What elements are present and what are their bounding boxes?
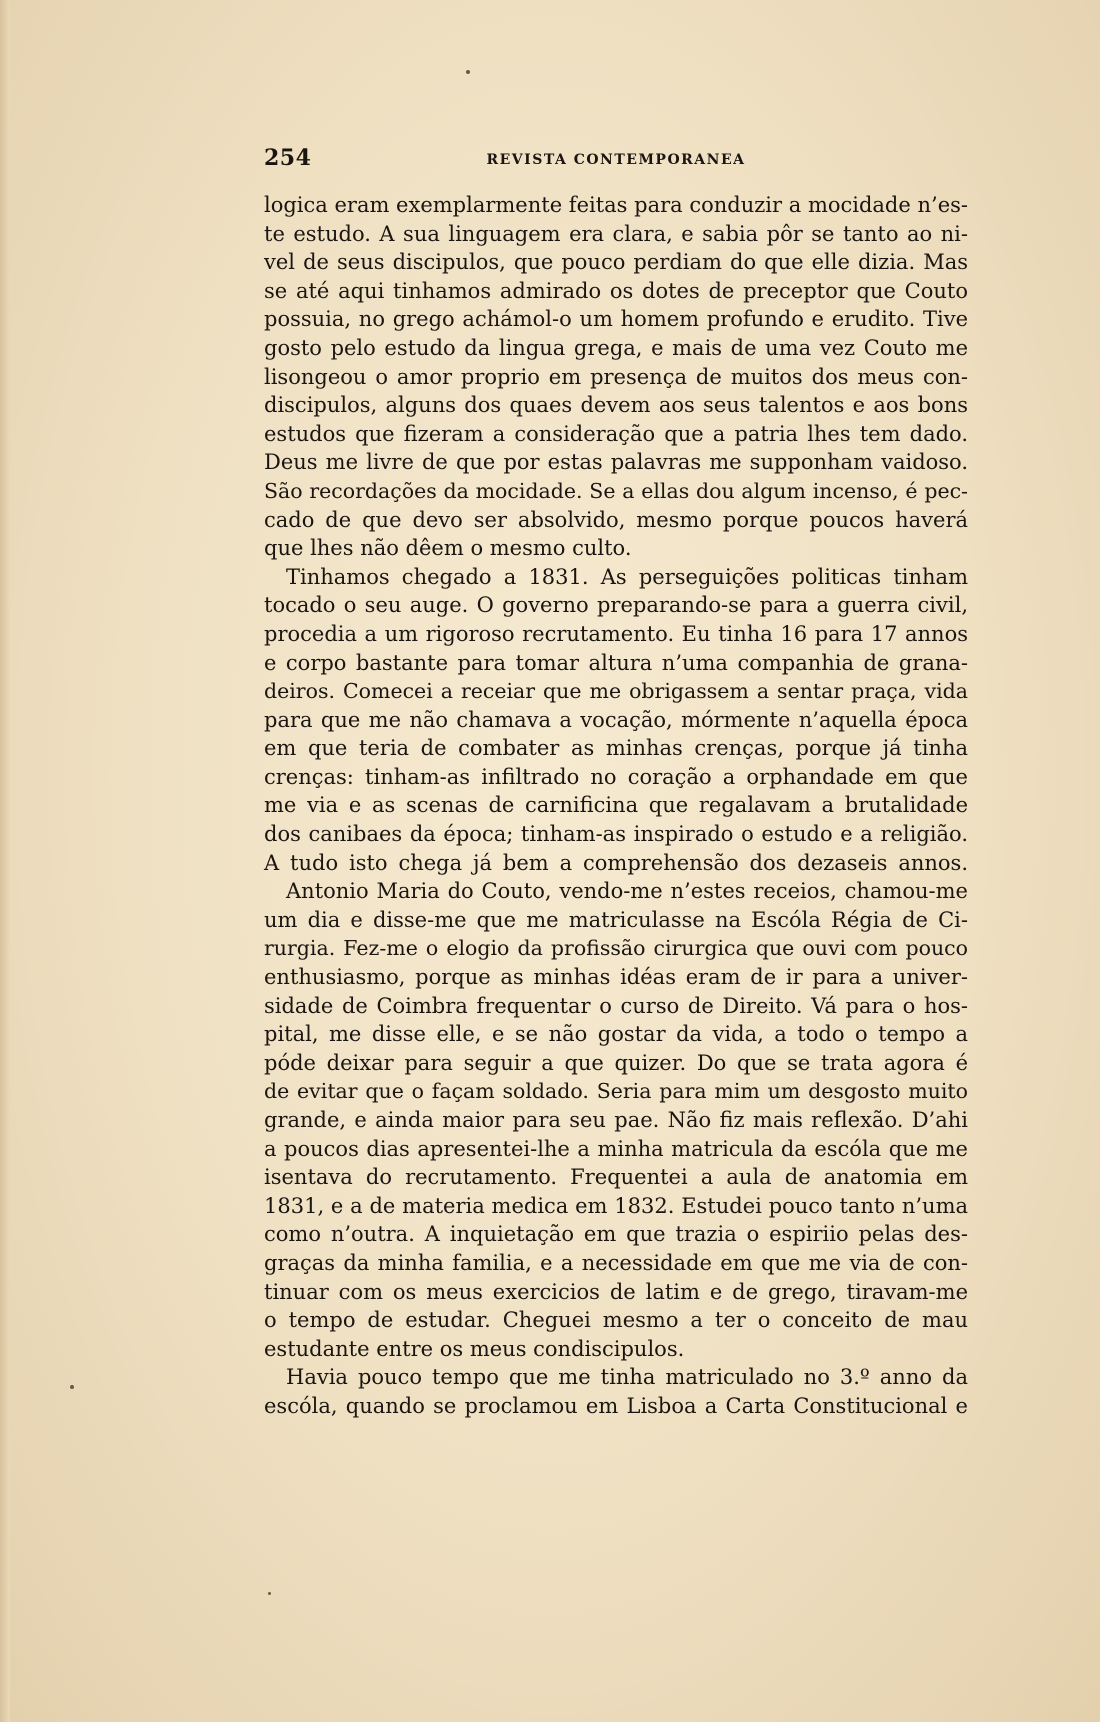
text-line: cado de que devo ser absolvido, mesmo porque poucos haverá — [264, 507, 968, 532]
text-line: isentava do recrutamento. Frequentei a aula de anatomia em — [264, 1165, 968, 1190]
text-line: póde deixar para seguir a que quizer. Do que se trata agora é — [264, 1050, 968, 1075]
text-line: de evitar que o façam soldado. Seria para mim um desgosto muito — [264, 1079, 968, 1104]
text-line: estudos que fizeram a consideração que a patria lhes tem dado. — [264, 421, 968, 446]
paragraph-end-line: estudante entre os meus condiscipulos. — [264, 1336, 685, 1361]
text-line: em que teria de combater as minhas crenças, porque já tinha — [264, 736, 968, 761]
text-line: Deus me livre de que por estas palavras me supponham vaidoso. — [264, 450, 968, 475]
page-number: 254 — [264, 145, 312, 171]
text-line: me via e as scenas de carnificina que regalavam a brutalidade — [264, 793, 968, 818]
text-line: para que me não chamava a vocação, mórmente n’aquella época — [264, 707, 968, 732]
text-line: enthusiasmo, porque as minhas idéas eram de ir para a univer- — [264, 965, 968, 990]
paragraph-start-line: Tinhamos chegado a 1831. As perseguições politicas tinham — [286, 564, 968, 589]
ink-speck — [466, 70, 470, 74]
text-line: rurgia. Fez-me o elogio da profissão cirurgica que ouvi com pouco — [264, 936, 968, 961]
text-line: vel de seus discipulos, que pouco perdiam do que elle dizia. Mas — [264, 250, 968, 275]
paragraph-end-line: A tudo isto chega já bem a comprehensão dos dezaseis annos. — [264, 850, 968, 875]
text-line: escóla, quando se proclamou em Lisboa a Carta Constitucional e — [264, 1393, 968, 1418]
text-line: 1831, e a de materia medica em 1832. Estudei pouco tanto n’uma — [264, 1193, 968, 1218]
page-header — [264, 145, 968, 175]
paragraph-start-line: Havia pouco tempo que me tinha matriculado no 3.º anno da — [286, 1365, 968, 1390]
text-line: sidade de Coimbra frequentar o curso de Direito. Vá para o hos- — [264, 993, 968, 1018]
paragraph-end-line: que lhes não dêem o mesmo culto. — [264, 536, 632, 561]
body-text — [264, 191, 968, 1421]
text-line: deiros. Comecei a receiar que me obrigassem a sentar praça, vida — [264, 679, 968, 704]
text-line: discipulos, alguns dos quaes devem aos seus talentos e aos bons — [264, 393, 968, 418]
text-line: pital, me disse elle, e se não gostar da vida, a todo o tempo a — [264, 1022, 968, 1047]
paragraph-start-line: Antonio Maria do Couto, vendo-me n’estes receios, chamou-me — [286, 879, 968, 904]
text-line: se até aqui tinhamos admirado os dotes de preceptor que Couto — [264, 278, 968, 303]
text-line: dos canibaes da época; tinham-as inspirado o estudo e a religião. — [264, 822, 968, 847]
text-line: procedia a um rigoroso recrutamento. Eu tinha 16 para 17 annos — [264, 621, 968, 646]
text-line: logica eram exemplarmente feitas para conduzir a mocidade n’es- — [264, 193, 968, 217]
text-line: grande, e ainda maior para seu pae. Não fiz mais reflexão. D’ahi — [264, 1108, 968, 1132]
text-line: um dia e disse-me que me matriculasse na Escóla Régia de Ci- — [264, 907, 968, 932]
ink-speck — [268, 1592, 271, 1595]
text-line: a poucos dias apresentei-lhe a minha matricula da escóla que me — [264, 1136, 968, 1161]
text-line: e corpo bastante para tomar altura n’uma companhia de grana- — [264, 650, 968, 675]
text-line: o tempo de estudar. Cheguei mesmo a ter o conceito de mau — [264, 1308, 968, 1333]
text-line: gosto pelo estudo da lingua grega, e mais de uma vez Couto me — [264, 335, 968, 360]
text-line: lisongeou o amor proprio em presença de muitos dos meus con- — [264, 364, 968, 389]
text-line: tinuar com os meus exercicios de latim e de grego, tiravam-me — [264, 1279, 968, 1304]
text-line: tocado o seu auge. O governo preparando-se para a guerra civil, — [264, 593, 968, 618]
text-line: crenças: tinham-as infiltrado no coração a orphandade em que — [264, 764, 968, 789]
ink-speck — [70, 1385, 74, 1389]
text-line: como n’outra. A inquietação em que trazia o espiriio pelas des- — [264, 1222, 968, 1247]
page-binding-edge — [0, 0, 10, 1722]
text-line: possuia, no grego achámol-o um homem profundo e erudito. Tive — [264, 307, 968, 332]
running-title: REVISTA CONTEMPORANEA — [486, 152, 746, 168]
text-line: te estudo. A sua linguagem era clara, e sabia pôr se tanto ao ni- — [264, 221, 968, 246]
text-line: São recordações da mocidade. Se a ellas dou algum incenso, é pec- — [264, 478, 968, 503]
text-line: graças da minha familia, e a necessidade em que me via de con- — [264, 1250, 968, 1275]
